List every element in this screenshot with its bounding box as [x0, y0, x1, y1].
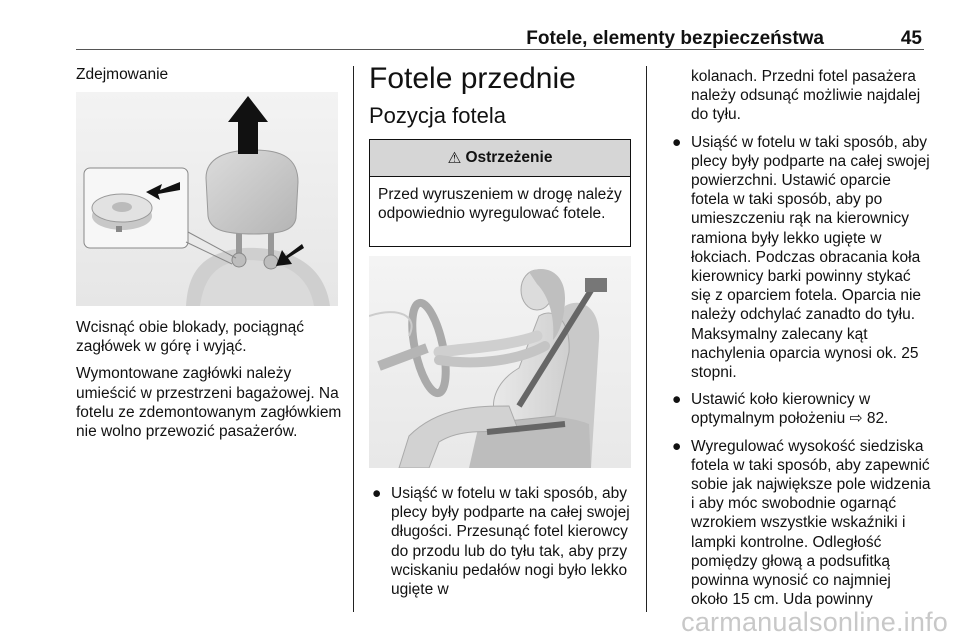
- list-item: [369, 484, 639, 599]
- section-subheading: Zdejmowanie: [76, 66, 169, 83]
- list-item-text: Ustawić koło kierownicy w optymalnym położeniu ⇨ 82.: [691, 391, 889, 428]
- list-item-text: Wyregulować wysokość siedziska fotela w taki sposób, aby zapewnić sobie jak największe pole widzenia i aby móc swobodnie ogarnąć wzrokiem wszystkie wskaźniki i lampki kontrolne. Odległość pomiędzy głową a podsufitką powinna wynosić co najmniej około 15 cm. Uda powinny: [691, 437, 931, 609]
- warning-title: Ostrzeżenie: [465, 149, 553, 166]
- running-header-title: Fotele, elementy bezpieczeństwa: [526, 28, 824, 49]
- warning-header: [370, 140, 630, 177]
- bullet-list: [369, 484, 639, 599]
- section-subheading: Pozycja fotela: [369, 103, 506, 128]
- warning-text: Przed wyruszeniem w drogę należy odpowiednio wyregulować fotele.: [378, 186, 622, 222]
- paragraph: Wymontowane zagłówki należy umieścić w przestrzeni bagażowej. Na fotelu ze zdemontowanym zagłówkiem nie wolno przewozić pasażerów.: [76, 365, 342, 441]
- list-item: [669, 133, 931, 383]
- page-number: 45: [900, 28, 922, 49]
- warning-box: [369, 139, 631, 247]
- right-column-body: [669, 67, 931, 617]
- bullet-list: [669, 133, 931, 610]
- list-item-text: Usiąść w fotelu w taki sposób, aby plecy były podparte na całej swojej długości. Przesunąć fotel kierowcy do przodu lub do tyłu tak, aby przy wciskaniu pedałów nogi było lekko ugięte w: [391, 485, 630, 599]
- bullet-icon: ●: [672, 437, 682, 455]
- left-column-body: [76, 318, 344, 449]
- watermark: carmanualsonline.info: [681, 607, 948, 637]
- warning-icon: ⚠: [447, 149, 462, 167]
- continuation-text: kolanach. Przedni fotel pasażera należy odsunąć możliwie najdalej do tyłu.: [691, 68, 921, 124]
- bullet-icon: ●: [372, 485, 382, 502]
- driver-seating-illustration: [369, 256, 631, 468]
- list-item-text: Usiąść w fotelu w taki sposób, aby plecy były podparte na całej swojej powierzchni. Ustawić oparcie fotela w taki sposób, aby po umieszczeniu rąk na kierownicy ramiona były lekko ugięte w łokciach. Podczas obracania koła kierownicy barki powinny stykać się z oparciem fotela. Oparcia nie należy odchylać zanadto do tyłu. Maksymalny zalecany kąt nachylenia oparcia wynosi ok. 25 stopni.: [691, 133, 930, 382]
- middle-column-body: [369, 484, 639, 607]
- header-rule: [76, 49, 924, 50]
- headrest-removal-illustration: [76, 92, 338, 306]
- bullet-icon: ●: [672, 391, 682, 409]
- list-item: [669, 437, 931, 610]
- section-heading: Fotele przednie: [369, 62, 576, 95]
- list-item: [669, 390, 931, 428]
- column-divider-right: [646, 66, 647, 612]
- column-divider-left: [353, 66, 354, 612]
- bullet-icon: ●: [672, 133, 682, 151]
- paragraph: Wcisnąć obie blokady, pociągnąć zagłówek w górę i wyjąć.: [76, 319, 305, 356]
